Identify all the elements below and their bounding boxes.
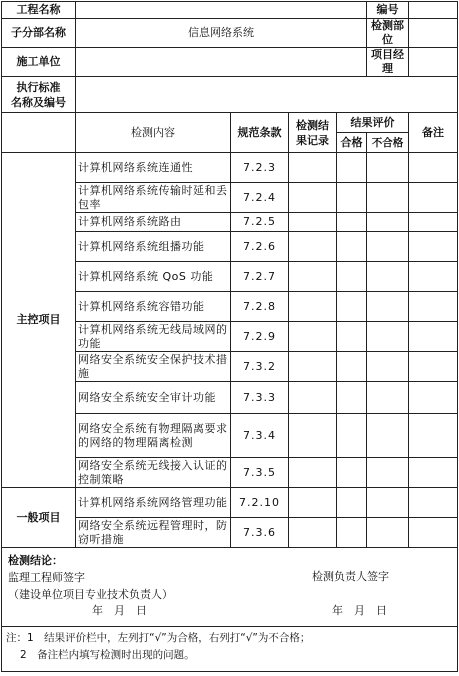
row-record-cell[interactable] (289, 488, 337, 518)
row-clause: 7.2.9 (231, 322, 289, 352)
row-remark-cell[interactable] (409, 262, 458, 292)
row-remark-cell[interactable] (409, 352, 458, 382)
row-pass-cell[interactable] (337, 153, 367, 183)
row-remark-cell[interactable] (409, 518, 458, 548)
supervisor-sign-label: 监理工程师签字 (8, 571, 85, 584)
col-record-header: 检测结果记录 (289, 113, 337, 153)
row-remark-cell[interactable] (409, 232, 458, 262)
row-content: 网络安全系统无线接入认证的控制策略 (76, 458, 231, 488)
row-record-cell[interactable] (289, 213, 337, 232)
construction-unit-label: 施工单位 (2, 48, 76, 77)
row-clause: 7.2.5 (231, 213, 289, 232)
row-content: 计算机网络系统网络管理功能 (76, 488, 231, 518)
group-header-blank (2, 113, 76, 153)
col-content-header: 检测内容 (76, 113, 231, 153)
subsection-label: 子分部名称 (2, 19, 76, 48)
inspect-part-label: 检测部位 (367, 19, 409, 48)
row-fail-cell[interactable] (367, 292, 409, 322)
supervisor-note: （建设单位项目专业技术负责人） (8, 588, 173, 601)
row-clause: 7.2.4 (231, 183, 289, 213)
row-clause: 7.3.2 (231, 352, 289, 382)
notes-area (2, 627, 458, 672)
row-clause: 7.2.3 (231, 153, 289, 183)
row-clause: 7.2.8 (231, 292, 289, 322)
row-remark-cell[interactable] (409, 488, 458, 518)
row-record-cell[interactable] (289, 153, 337, 183)
note-line-1: 注：1 结果评价栏中，左列打“√”为合格，右列打“√”为不合格； (6, 632, 311, 644)
row-remark-cell[interactable] (409, 213, 458, 232)
construction-unit-value[interactable] (76, 48, 367, 77)
row-content: 计算机网络系统容错功能 (76, 292, 231, 322)
row-fail-cell[interactable] (367, 414, 409, 458)
supervisor-date: 年 月 日 (92, 604, 147, 617)
row-pass-cell[interactable] (337, 518, 367, 548)
row-content: 网络安全系统远程管理时，防窃听措施 (76, 518, 231, 548)
col-fail-header: 不合格 (367, 133, 409, 153)
row-record-cell[interactable] (289, 322, 337, 352)
row-remark-cell[interactable] (409, 183, 458, 213)
row-pass-cell[interactable] (337, 458, 367, 488)
row-content: 网络安全系统安全保护技术措施 (76, 352, 231, 382)
conclusion-label: 检测结论： (8, 554, 63, 567)
col-pass-header: 合格 (337, 133, 367, 153)
standard-label: 执行标准 名称及编号 (2, 77, 76, 113)
col-remark-header: 备注 (409, 113, 458, 153)
row-fail-cell[interactable] (367, 352, 409, 382)
row-pass-cell[interactable] (337, 232, 367, 262)
project-name-label: 工程名称 (2, 2, 76, 19)
row-clause: 7.2.6 (231, 232, 289, 262)
row-remark-cell[interactable] (409, 322, 458, 352)
row-pass-cell[interactable] (337, 322, 367, 352)
inspector-date: 年 月 日 (332, 604, 387, 617)
conclusion-signature-area[interactable] (2, 548, 458, 627)
row-record-cell[interactable] (289, 262, 337, 292)
row-fail-cell[interactable] (367, 183, 409, 213)
row-content: 网络安全系统安全审计功能 (76, 382, 231, 414)
row-remark-cell[interactable] (409, 414, 458, 458)
row-fail-cell[interactable] (367, 262, 409, 292)
row-remark-cell[interactable] (409, 382, 458, 414)
row-fail-cell[interactable] (367, 213, 409, 232)
row-record-cell[interactable] (289, 414, 337, 458)
inspect-part-value[interactable] (409, 19, 458, 48)
row-fail-cell[interactable] (367, 153, 409, 183)
row-pass-cell[interactable] (337, 262, 367, 292)
project-name-value[interactable] (76, 2, 367, 19)
row-record-cell[interactable] (289, 183, 337, 213)
row-pass-cell[interactable] (337, 488, 367, 518)
row-fail-cell[interactable] (367, 518, 409, 548)
row-record-cell[interactable] (289, 518, 337, 548)
row-pass-cell[interactable] (337, 213, 367, 232)
note-line-2: 2 备注栏内填写检测时出现的问题。 (20, 649, 195, 661)
row-content: 计算机网络系统组播功能 (76, 232, 231, 262)
row-fail-cell[interactable] (367, 322, 409, 352)
inspector-sign-label: 检测负责人签字 (312, 570, 389, 583)
row-clause: 7.3.4 (231, 414, 289, 458)
row-pass-cell[interactable] (337, 352, 367, 382)
project-manager-label: 项目经理 (367, 48, 409, 77)
group-general-label: 一般项目 (2, 488, 76, 548)
row-clause: 7.3.6 (231, 518, 289, 548)
number-label: 编号 (367, 2, 409, 19)
col-clause-header: 规范条款 (231, 113, 289, 153)
row-content: 计算机网络系统路由 (76, 213, 231, 232)
row-content: 计算机网络系统 QoS 功能 (76, 262, 231, 292)
row-pass-cell[interactable] (337, 382, 367, 414)
row-fail-cell[interactable] (367, 232, 409, 262)
row-fail-cell[interactable] (367, 458, 409, 488)
col-result-header: 结果评价 (337, 113, 409, 133)
row-record-cell[interactable] (289, 292, 337, 322)
row-fail-cell[interactable] (367, 488, 409, 518)
row-pass-cell[interactable] (337, 414, 367, 458)
row-pass-cell[interactable] (337, 292, 367, 322)
row-clause: 7.3.3 (231, 382, 289, 414)
project-manager-value[interactable] (409, 48, 458, 77)
row-record-cell[interactable] (289, 352, 337, 382)
subsection-value: 信息网络系统 (76, 19, 367, 48)
number-value[interactable] (409, 2, 458, 19)
row-pass-cell[interactable] (337, 183, 367, 213)
row-content: 计算机网络系统无线局域网的功能 (76, 322, 231, 352)
row-clause: 7.3.5 (231, 458, 289, 488)
table-row (2, 488, 458, 518)
row-clause: 7.2.7 (231, 262, 289, 292)
inspection-record-table (1, 1, 458, 672)
row-remark-cell[interactable] (409, 458, 458, 488)
table-row (2, 153, 458, 183)
row-content: 计算机网络系统连通性 (76, 153, 231, 183)
row-record-cell[interactable] (289, 382, 337, 414)
standard-value[interactable] (76, 77, 458, 113)
row-record-cell[interactable] (289, 458, 337, 488)
row-content: 计算机网络系统传输时延和丢包率 (76, 183, 231, 213)
row-remark-cell[interactable] (409, 153, 458, 183)
row-record-cell[interactable] (289, 232, 337, 262)
group-main-label: 主控项目 (2, 153, 76, 488)
row-content: 网络安全系统有物理隔离要求的网络的物理隔离检测 (76, 414, 231, 458)
row-remark-cell[interactable] (409, 292, 458, 322)
row-fail-cell[interactable] (367, 382, 409, 414)
row-clause: 7.2.10 (231, 488, 289, 518)
